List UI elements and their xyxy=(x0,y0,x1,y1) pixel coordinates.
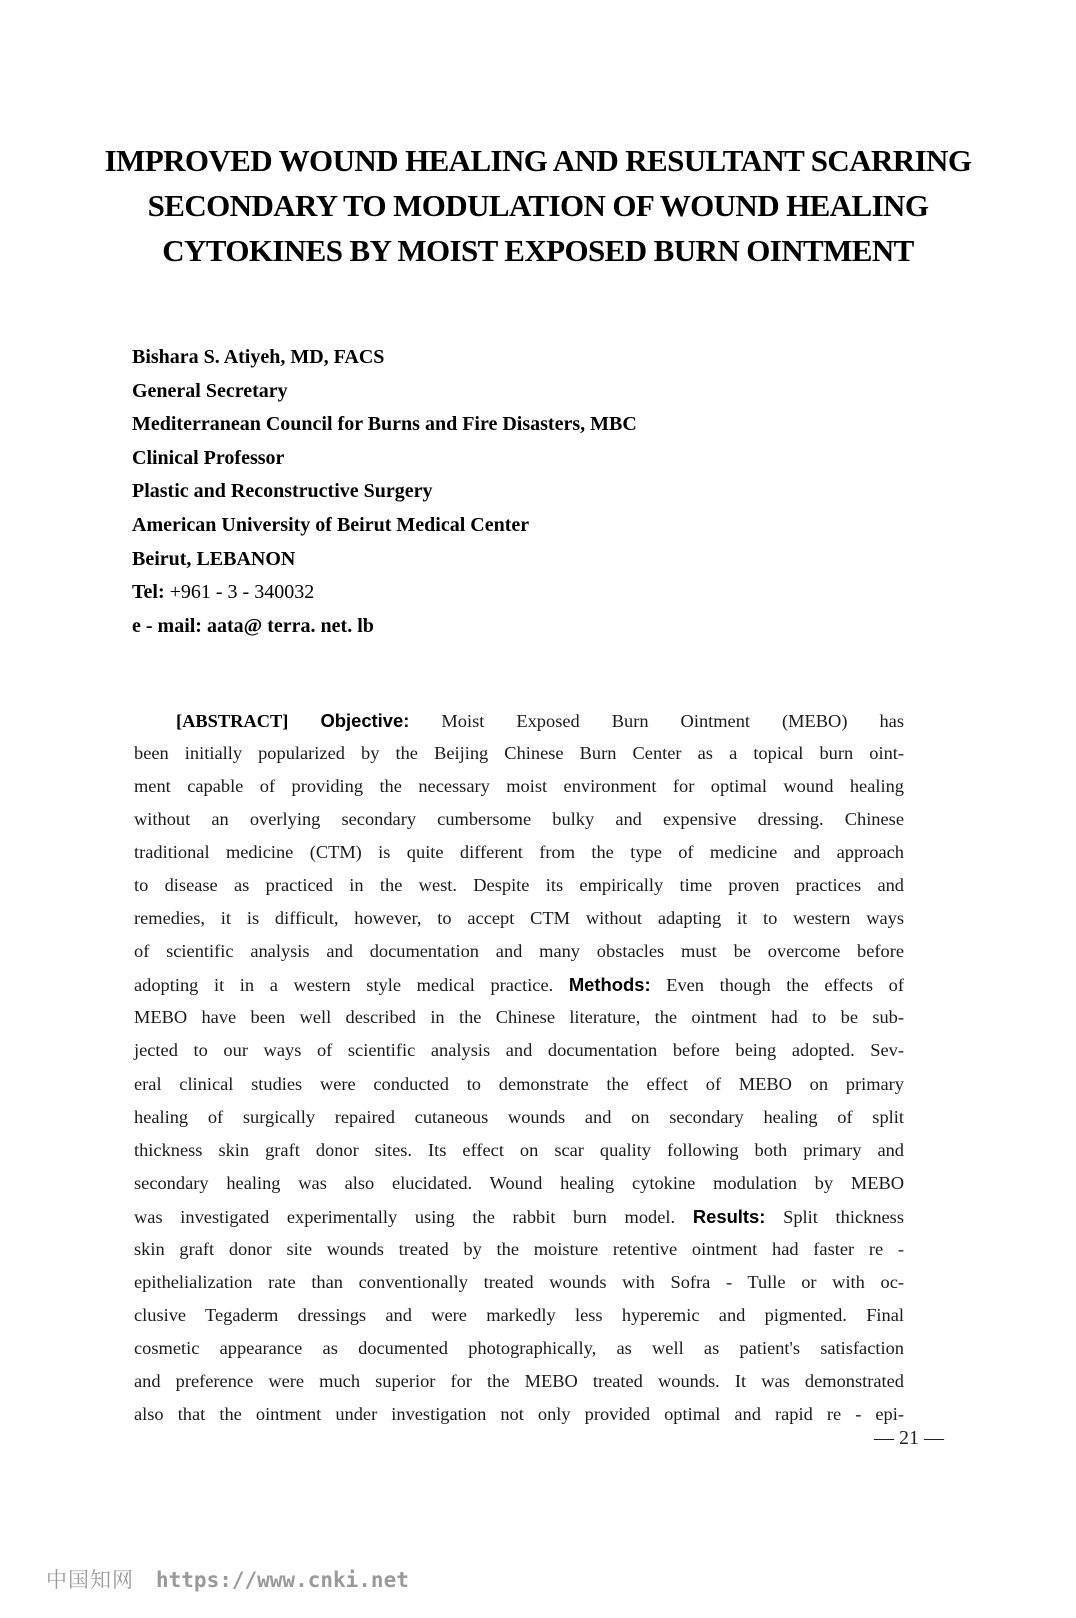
abstract-text: was investigated experimentally using the rabbit burn model. xyxy=(134,1206,676,1227)
abstract-text: Even though the effects of xyxy=(666,975,904,996)
author-location xyxy=(132,543,637,577)
objective-label: Objective: xyxy=(320,710,410,731)
author-tel xyxy=(132,576,637,610)
abstract-line xyxy=(134,1200,904,1233)
abstract-line: without an overlying secondary cumbersome bulky and expensive dressing. Chinese xyxy=(134,809,904,830)
footer-site-name: 中国知网 xyxy=(46,1568,134,1592)
author-organization: Mediterranean Council for Burns and Fire Disasters, MBC xyxy=(132,413,637,436)
page-number: — 21 — xyxy=(874,1427,944,1449)
abstract-line: secondary healing was also elucidated. Wound healing cytokine modulation by MEBO xyxy=(134,1172,904,1193)
results-label: Results: xyxy=(692,1205,766,1227)
abstract-line: healing of surgically repaired cutaneous wounds and on secondary healing of split xyxy=(134,1106,904,1127)
abstract-line: and preference were much superior for the MEBO treated wounds. It was demonstrated xyxy=(134,1370,904,1391)
abstract-line: also that the ointment under investigation not only provided optimal and rapid re - epi- xyxy=(134,1403,904,1424)
title-line: IMPROVED WOUND HEALING AND RESULTANT SCARRING xyxy=(104,143,972,178)
article-title xyxy=(60,138,1016,273)
author-position: General Secretary xyxy=(132,379,288,402)
methods-label: Methods: xyxy=(568,974,651,996)
email-label: e - mail: xyxy=(132,614,207,637)
tel-value: +961 - 3 - 340032 xyxy=(169,581,315,604)
author-country: LEBANON xyxy=(196,547,296,570)
author-email xyxy=(132,610,637,644)
abstract-line: clusive Tegaderm dressings and were markedly less hyperemic and pigmented. Final xyxy=(134,1304,904,1325)
abstract-line: skin graft donor site wounds treated by the moisture retentive ointment had faster re - xyxy=(134,1238,904,1259)
abstract-text: Split thickness xyxy=(783,1206,904,1227)
abstract-line: MEBO have been well described in the Chinese literature, the ointment had to be sub- xyxy=(134,1007,904,1028)
abstract-line: eral clinical studies were conducted to demonstrate the effect of MEBO on primary xyxy=(134,1073,904,1094)
abstract-line: remedies, it is difficult, however, to accept CTM without adapting it to western ways xyxy=(134,908,904,929)
author-affiliation xyxy=(132,341,637,643)
title-line: SECONDARY TO MODULATION OF WOUND HEALING xyxy=(147,188,929,223)
author-position: Clinical Professor xyxy=(132,446,285,469)
abstract-text: adopting it in a western style medical practice. xyxy=(134,975,554,996)
abstract-text: Moist Exposed Burn Ointment (MEBO) has xyxy=(441,711,904,731)
email-value: aata@ terra. net. lb xyxy=(206,614,374,637)
abstract-line: jected to our ways of scientific analysis and documentation before being adopted. Sev- xyxy=(134,1040,904,1061)
abstract-line xyxy=(134,704,904,737)
abstract-line: been initially popularized by the Beijing Chinese Burn Center as a topical burn oint- xyxy=(134,743,904,764)
footer-url: https://www.cnki.net xyxy=(156,1568,409,1592)
author-department: Plastic and Reconstructive Surgery xyxy=(132,480,433,503)
abstract-line: thickness skin graft donor sites. Its effect on scar quality following both primary and xyxy=(134,1139,904,1160)
abstract-line: ment capable of providing the necessary moist environment for optimal wound healing xyxy=(134,776,904,797)
author-institution: American University of Beirut Medical Center xyxy=(132,513,530,536)
abstract-line: epithelialization rate than conventionally treated wounds with Sofra - Tulle or with oc- xyxy=(134,1271,904,1292)
abstract-line: to disease as practiced in the west. Despite its empirically time proven practices and xyxy=(134,875,904,896)
tel-label: Tel: xyxy=(132,581,170,604)
title-line: CYTOKINES BY MOIST EXPOSED BURN OINTMENT xyxy=(162,233,914,268)
author-name: Bishara S. Atiyeh, MD, FACS xyxy=(132,346,385,368)
author-city: Beirut, xyxy=(132,547,197,570)
abstract-line: traditional medicine (CTM) is quite different from the type of medicine and approach xyxy=(134,842,904,863)
abstract-line: of scientific analysis and documentation and many obstacles must be overcome before xyxy=(134,941,904,962)
watermark-footer xyxy=(46,1564,409,1594)
abstract xyxy=(134,704,904,1431)
abstract-line: cosmetic appearance as documented photographically, as well as patient's satisfaction xyxy=(134,1337,904,1358)
abstract-line xyxy=(134,968,904,1001)
abstract-heading: [ABSTRACT] xyxy=(176,711,289,731)
